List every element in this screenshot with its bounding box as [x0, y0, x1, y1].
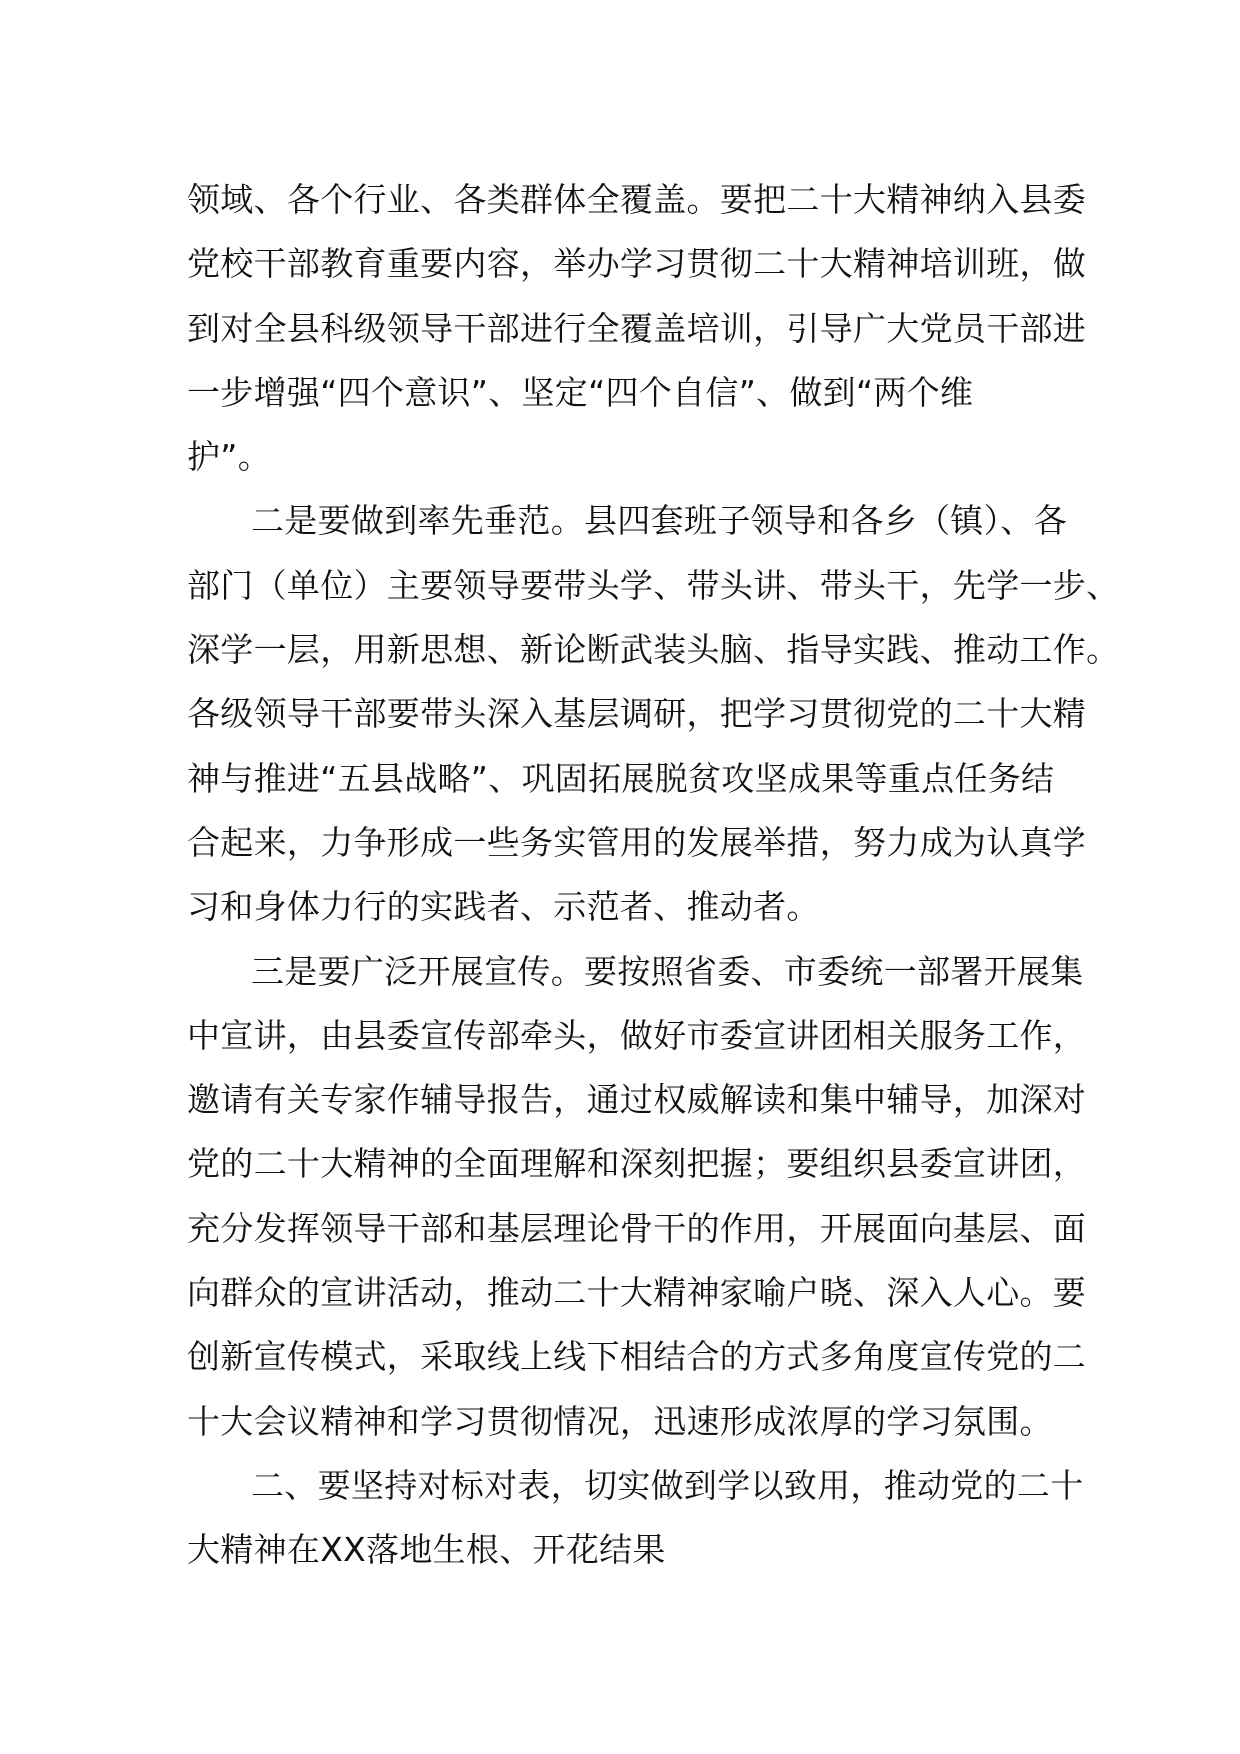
- text-line: 护”。: [187, 437, 271, 477]
- text-line: 合起来，力争形成一些务实管用的发展举措，努力成为认真学: [187, 822, 1087, 862]
- text-line: 习和身体力行的实践者、示范者、推动者。: [187, 887, 820, 927]
- text-line: 一步增强“四个意识”、坚定“四个自信”、做到“两个维: [187, 372, 974, 412]
- text-line: 到对全县科级领导干部进行全覆盖培训，引导广大党员干部进: [187, 308, 1087, 348]
- text-line: 领域、各个行业、各类群体全覆盖。要把二十大精神纳入县委: [187, 180, 1087, 219]
- text-line: 大精神在XX落地生根、开花结果: [187, 1530, 666, 1570]
- text-line: 党校干部教育重要内容，举办学习贯彻二十大精神培训班，做: [187, 244, 1087, 284]
- text-line: 中宣讲，由县委宣传部牵头，做好市委宣讲团相关服务工作，: [187, 1015, 1087, 1055]
- text-line: 党的二十大精神的全面理解和深刻把握；要组织县委宣讲团，: [187, 1144, 1087, 1184]
- text-line: 各级领导干部要带头深入基层调研，把学习贯彻党的二十大精: [187, 694, 1087, 734]
- text-line: 创新宣传模式，采取线上线下相结合的方式多角度宣传党的二: [187, 1337, 1087, 1377]
- text-line: 十大会议精神和学习贯彻情况，迅速形成浓厚的学习氛围。: [187, 1401, 1053, 1441]
- text-line: 充分发挥领导干部和基层理论骨干的作用，开展面向基层、面: [187, 1208, 1087, 1248]
- text-line: 邀请有关专家作辅导报告，通过权威解读和集中辅导，加深对: [187, 1080, 1087, 1120]
- paragraph-start-line: 二是要做到率先垂范。县四套班子领导和各乡（镇）、各: [251, 501, 1067, 541]
- text-line: 深学一层，用新思想、新论断武装头脑、指导实践、推动工作。: [187, 630, 1120, 670]
- paragraph-start-line: 二、要坚持对标对表，切实做到学以致用，推动党的二十: [251, 1465, 1084, 1505]
- text-line: 神与推进“五县战略”、巩固拓展脱贫攻坚成果等重点任务结: [187, 758, 1055, 798]
- document-body: [187, 168, 1120, 1583]
- paragraph-start-line: 三是要广泛开展宣传。要按照省委、市委统一部署开展集: [251, 951, 1084, 991]
- text-line: 向群众的宣讲活动，推动二十大精神家喻户晓、深入人心。要: [187, 1273, 1087, 1313]
- text-line: 部门（单位）主要领导要带头学、带头讲、带头干，先学一步、: [187, 565, 1120, 605]
